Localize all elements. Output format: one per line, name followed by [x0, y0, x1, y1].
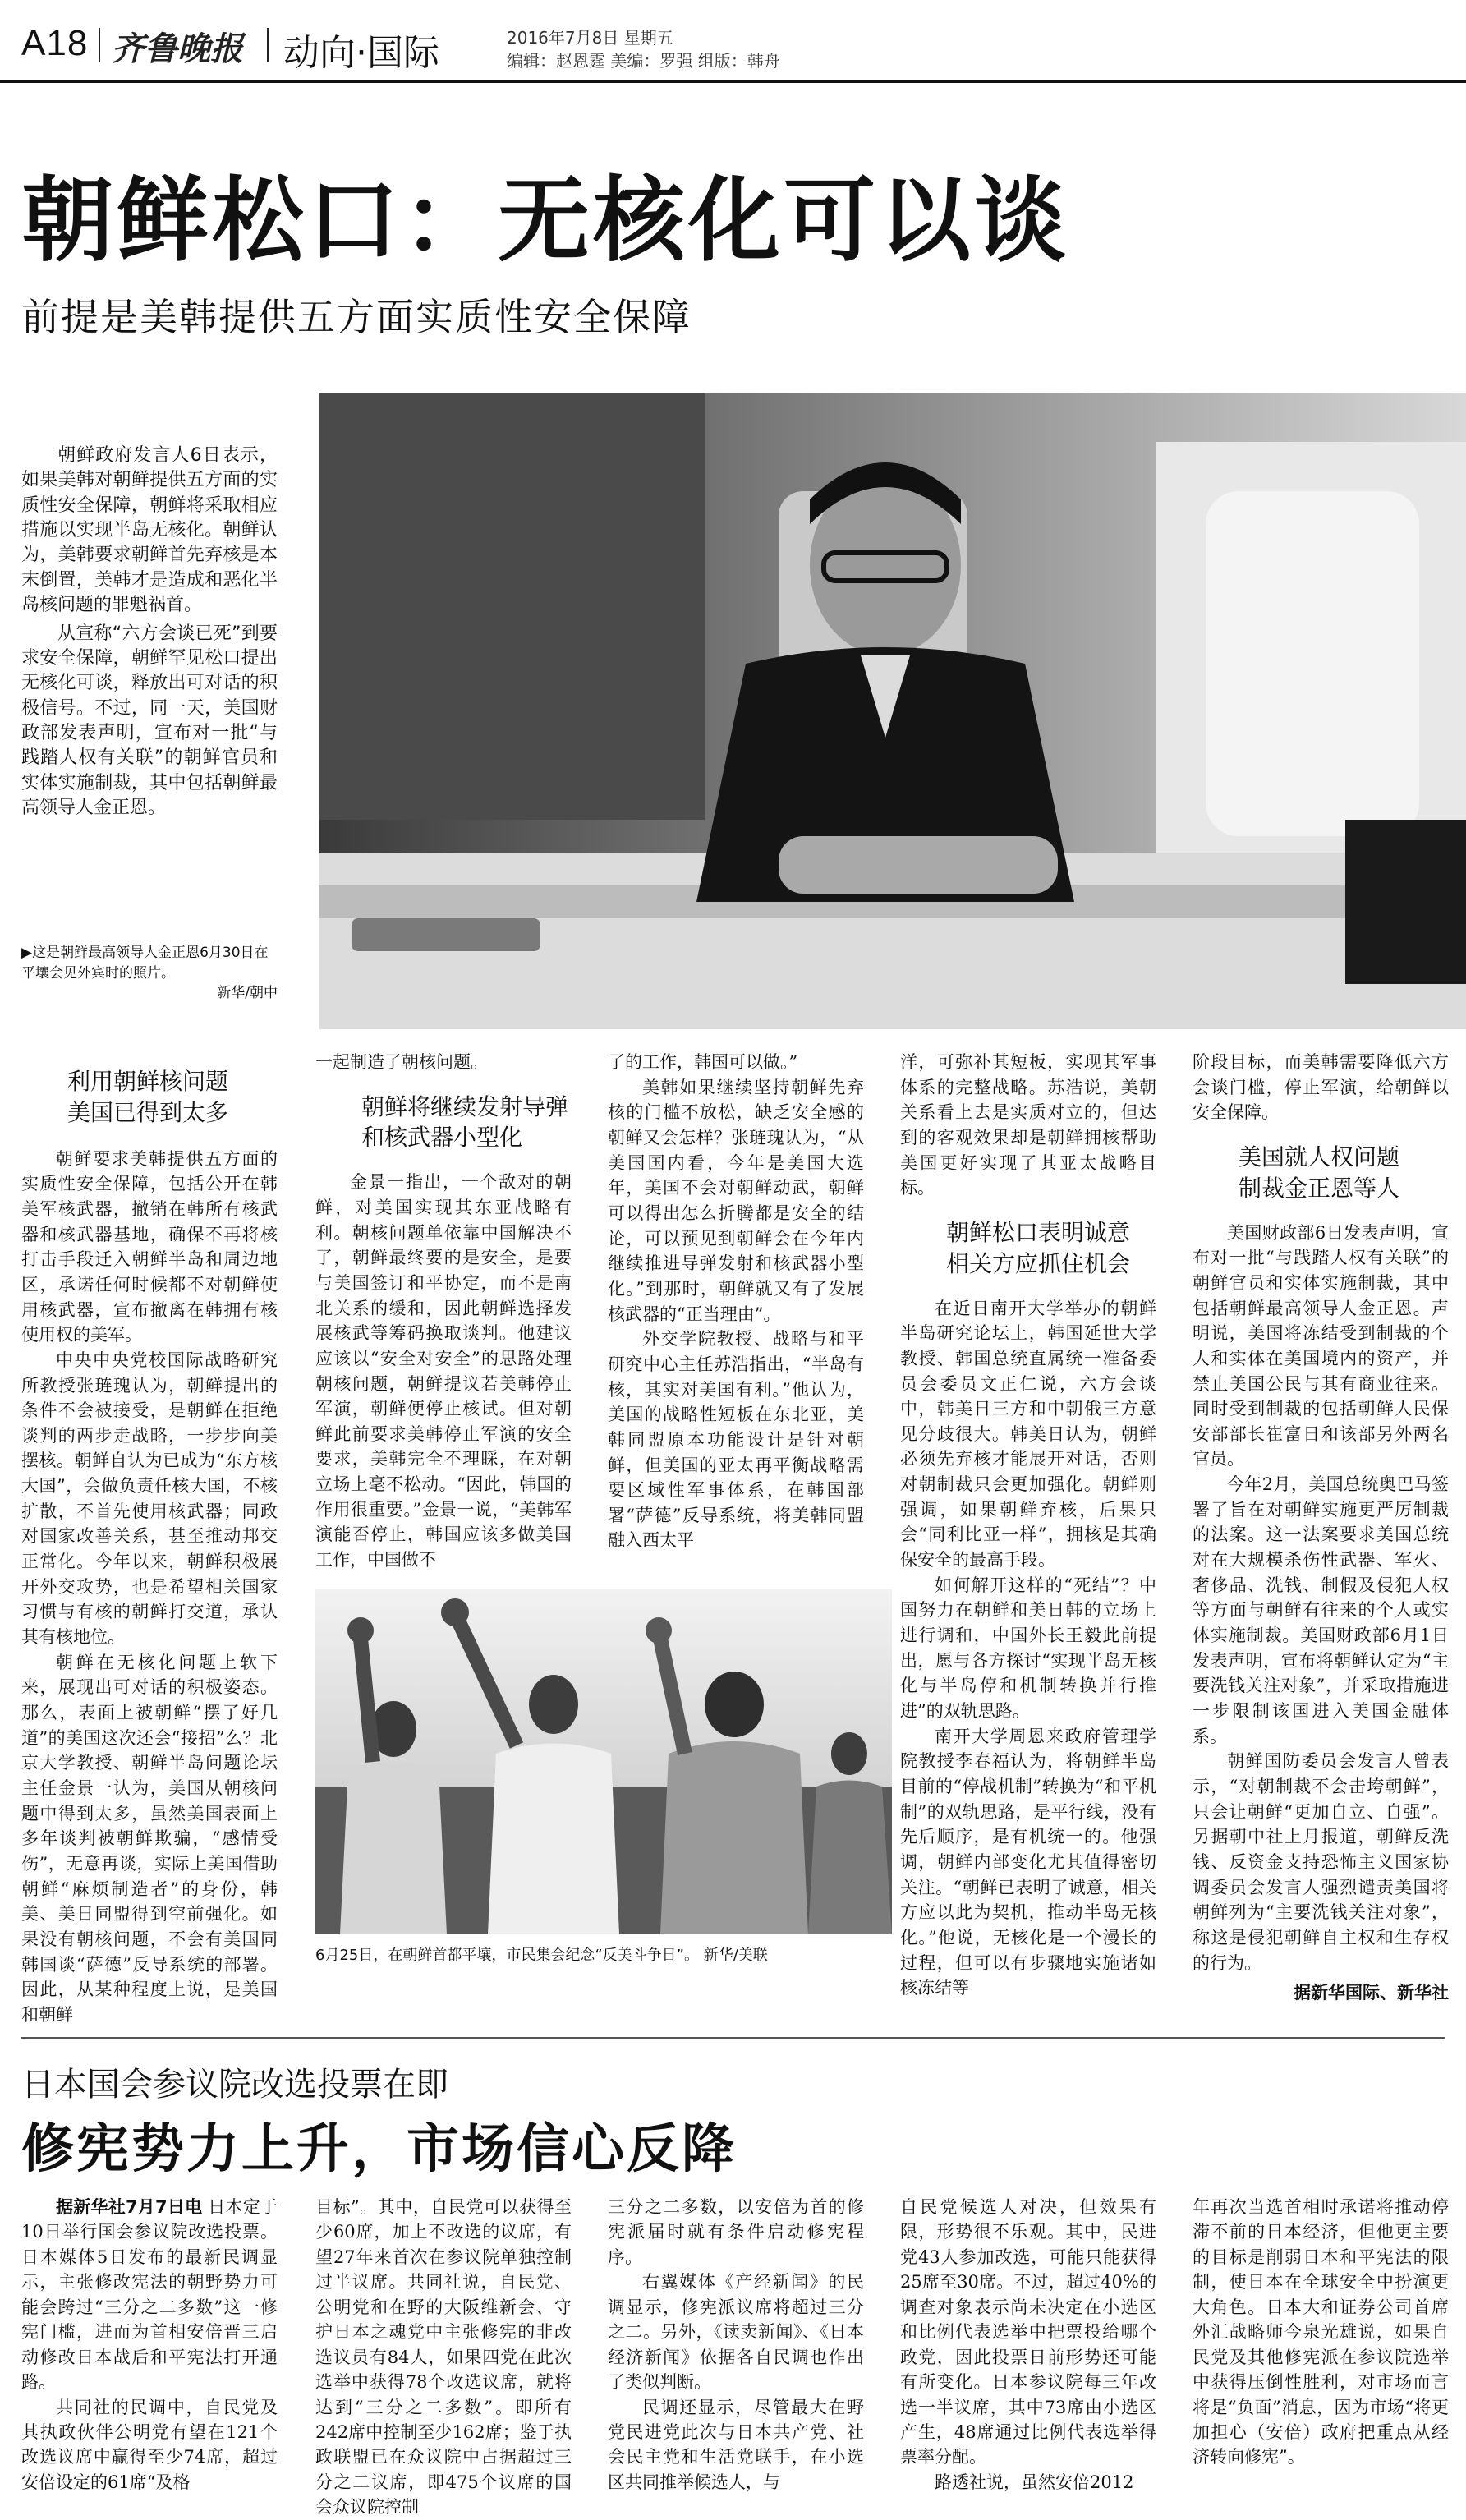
main-photo — [319, 393, 1466, 1029]
date-line: 2016年7月8日 星期五 — [507, 28, 673, 48]
japan-column-2 — [315, 2195, 572, 2520]
rally-photo-image — [315, 1589, 892, 1934]
japan-paragraph: 目标”。其中，自民党可以获得至少60席，加上不改选的议席，有望27年来首次在参议院单独控制过半议席。共同社说，自民党、公明党和在野的大阪维新会、守护日本之魂党中主张修宪的非改选议员有84人，如果四党在此次选举中获得78个改选议席，就将达到“三分之二多数”。即所有242席中控制至少162席；鉴于执政联盟已在众议院中占据超过三分之二议席，即475个议席的国会众议院控制 — [315, 2197, 572, 2518]
japan-kicker: 日本国会参议院改选投票在即 — [21, 2066, 448, 2104]
main-headline: 朝鲜松口：无核化可以谈 — [21, 168, 1069, 274]
column-paragraph: 南开大学周恩来政府管理学院教授李春福认为，将朝鲜半岛目前的“停战机制”转换为“和平机制”的双轨思路，是平行线，没有先后顺序，是有机统一的。他强调，朝鲜内部变化尤其值得密切关注。“朝鲜已表明了诚意，相关方应以此为契机，推动半岛无核化。”他说，无核化是一个漫长的过程，但可以有步骤地实施诸如核冻结等 — [900, 1726, 1156, 1998]
column-paragraph: 外交学院教授、战略与和平研究中心主任苏浩指出，“半岛有核，其实对美国有利。”他认为，美国的战略性短板在东北亚，美韩同盟原本功能设计是针对朝鲜，但美国的亚太再平衡战略需要区域性军事体系，在韩国部署“萨德”反导系统，将美韩同盟融入西太平 — [608, 1329, 864, 1551]
column-paragraph: 在近日南开大学举办的朝鲜半岛研究论坛上，韩国延世大学教授、韩国总统直属统一准备委员会委员文正仁说，六方会谈中，韩美日三方和中朝俄三方意见分歧很大。韩美日认为，朝鲜必须先弃核才能展开对话，否则对朝制裁只会更加强化。朝鲜则强调，如果朝鲜弃核，后果只会“同利比亚一样”，拥核是其确保安全的最高手段。 — [900, 1298, 1156, 1570]
lead-text — [21, 444, 278, 824]
japan-paragraph: 共同社的民调中，自民党及其执政伙伴公明党有望在121个改选议席中赢得至少74席，超过安倍设定的61席“及格 — [21, 2397, 278, 2492]
column-subtitle: 和核武器小型化 — [361, 1124, 523, 1152]
section-title: 动向·国际 — [283, 32, 439, 74]
japan-headline: 修宪势力上升，市场信心反降 — [21, 2119, 737, 2180]
japan-column-1 — [21, 2195, 278, 2495]
section-divider — [21, 2037, 1445, 2039]
column-paragraph: 中央中央党校国际战略研究所教授张琏瑰认为，朝鲜提出的条件不会被接受，是朝鲜在拒绝谈判的两步走战略，一步步向美摆核。朝鲜自认为已成为“东方核大国”，会做负责任核大国，不核扩散，不首先使用核武器；同政对国家改善关系，甚至推动邦交正常化。今年以来，朝鲜积极展开外交攻势，也是希望相关国家习惯与有核的朝鲜打交道，承认其有核地位。 — [21, 1350, 278, 1648]
column-1 — [21, 1066, 278, 2028]
column-paragraph: 朝鲜要求美韩提供五方面的实质性安全保障，包括公开在韩美军核武器，撤销在韩所有核武器和核武器基地，确保不再将核打击手段迁入朝鲜半岛和周边地区，承诺任何时候都不对朝鲜使用核武器，宣布撤离在韩拥有核使用权的美军。 — [21, 1148, 278, 1345]
column-4 — [900, 1050, 1156, 2001]
column-5 — [1193, 1050, 1449, 2006]
column-subtitle: 朝鲜松口表明诚意 — [946, 1218, 1131, 1246]
rally-photo-caption: 6月25日，在朝鲜首都平壤，市民集会纪念“反美斗争日”。 新华/美联 — [315, 1947, 768, 1964]
newspaper-logo: 齐鲁晚报 — [112, 30, 243, 68]
lead-paragraph: 朝鲜政府发言人6日表示，如果美韩对朝鲜提供五方面的实质性安全保障，朝鲜将采取相应措施以实现半岛无核化。朝鲜认为，美韩要求朝鲜首先弃核是本末倒置，美韩才是造成和恶化半岛核问题的罪魁祸首。 — [21, 445, 278, 616]
column-subtitle: 利用朝鲜核问题 — [67, 1068, 229, 1095]
column-paragraph: 美国财政部6日发表声明，宣布对一批“与践踏人权有关联”的朝鲜官员和实体实施制裁，其中包括朝鲜最高领导人金正恩。声明说，美国将冻结受到制裁的个人和实体在美国境内的资产，并禁止美国公民与其有商业往来。同时受到制裁的包括朝鲜人民保安部部长崔富日和该部另外两名官员。 — [1193, 1222, 1449, 1469]
japan-paragraph: 自民党候选人对决，但效果有限，形势很不乐观。其中，民进党43人参加改选，可能只能获得25席至30席。不过，超过40%的调查对象表示尚未决定在小选区和比例代表选举中把票投给哪个政党，因此投票日前形势还可能有所变化。日本参议院每三年改选一半议席，其中73席由小选区产生，48席通过比例代表选举得票率分配。 — [900, 2197, 1156, 2467]
main-subhead: 前提是美韩提供五方面实质性安全保障 — [21, 295, 692, 339]
column-2 — [315, 1050, 572, 1573]
photo1-credit: 新华/朝中 — [217, 985, 278, 1002]
japan-paragraph: 年再次当选首相时承诺将推动停滞不前的日本经济，但他更主要的目标是削弱日本和平宪法的限制，使日本在全球安全中扮演更大角色。日本大和证券公司首席外汇战略师今泉光雄说，如果自民党及其他修宪派在参议院选举中获得压倒性胜利，对市场而言将是“负面”消息，因为市场“将更加担心（安倍）政府把重点从经济转向修宪”。 — [1193, 2197, 1449, 2467]
header-rule — [0, 80, 1466, 83]
japan-byline: 据新华社7月7日电 — [56, 2197, 203, 2217]
japan-paragraph: 路透社说，虽然安倍2012 — [935, 2472, 1134, 2492]
column-subtitle: 朝鲜将继续发射导弹 — [361, 1092, 569, 1120]
japan-paragraph: 日本定于10日举行国会参议院改选投票。日本媒体5日发布的最新民调显示，主张修改宪法的朝野势力可能会跨过“三分之二多数”这一修宪门槛，进而为首相安倍晋三启动修改日本战后和平宪法打开通路。 — [21, 2197, 278, 2393]
column-paragraph: 朝鲜国防委员会发言人曾表示，“对朝制裁不会击垮朝鲜”，只会让朝鲜“更加自立、自强”。另据朝中社上月报道，朝鲜反洗钱、反资金支持恐怖主义国家协调委员会发言人强烈谴责美国将朝鲜列为“主要洗钱关注对象”，称这是侵犯朝鲜自主权和生存权的行为。 — [1193, 1751, 1449, 1973]
column-subtitle: 美国已得到太多 — [67, 1098, 229, 1126]
header-divider — [267, 28, 269, 62]
column-3 — [608, 1050, 864, 1553]
column-subtitle: 制裁金正恩等人 — [1239, 1174, 1400, 1202]
japan-paragraph: 三分之二多数，以安倍为首的修宪派届时就有条件启动修宪程序。 — [608, 2197, 864, 2267]
japan-paragraph: 右翼媒体《产经新闻》的民调显示，修宪派议席将超过三分之二。另外，《读卖新闻》、《日本经济新闻》依据各自民调也作出了类似判断。 — [608, 2272, 864, 2393]
column-paragraph: 洋，可弥补其短板，实现其军事体系的完整战略。苏浩说，美朝关系看上去是实质对立的，但达到的客观效果却是朝鲜拥核帮助美国更好实现了其亚太战略目标。 — [900, 1052, 1156, 1198]
rally-photo — [315, 1589, 892, 1934]
lead-paragraph: 从宣称“六方会谈已死”到要求安全保障，朝鲜罕见松口提出无核化可谈，释放出可对话的积极信号。不过，同一天，美国财政部发表声明，宣布对一批“与践踏人权有关联”的朝鲜官员和实体实施制裁，其中包括朝鲜最高领导人金正恩。 — [21, 623, 278, 819]
column-paragraph: 金景一指出，一个敌对的朝鲜，对美国实现其东亚战略有利。朝核问题单依靠中国解决不了，朝鲜最终要的是安全，是要与美国签订和平协定，而不是南北关系的缓和，因此朝鲜选择发展核武等筹码换取谈判。他建议应该以“安全对安全”的思路处理朝核问题，朝鲜提议若美韩停止军演，朝鲜便停止核试。但对朝鲜此前要求美韩停止军演的安全要求，美韩完全不理睬，在对朝立场上毫不松动。“因此，韩国的作用很重要。”金景一说，“美韩军演能否停止，韩国应该多做美国工作，中国做不 — [315, 1172, 572, 1570]
column-paragraph: 了的工作，韩国可以做。” — [608, 1052, 798, 1072]
japan-column-5 — [1193, 2195, 1449, 2470]
article-source: 据新华国际、新华社 — [1294, 1983, 1449, 2003]
column-paragraph: 朝鲜在无核化问题上软下来，展现出可对话的积极姿态。那么，表面上被朝鲜“摆了好几道”的美国这次还会“接招”么？北京大学教授、朝鲜半岛问题论坛主任金景一认为，美国从朝核问题中得到太多，虽然美国表面上多年谈判被朝鲜欺骗，“感情受伤”，无意再谈，实际上美国借助朝鲜“麻烦制造者”的身份，韩美、美日同盟得到空前强化。如果没有朝核问题，不会有美国同韩国谈“萨德”反导系统的部署。因此，从某种程度上说，是美国和朝鲜 — [21, 1652, 278, 2025]
column-subtitle: 美国就人权问题 — [1239, 1143, 1400, 1170]
photo1-caption — [21, 943, 278, 1004]
column-paragraph: 如何解开这样的“死结”？中国努力在朝鲜和美日韩的立场上进行调和，中国外长王毅此前提出，愿与各方探讨“实现半岛无核化与半岛停和机制转换并行推进”的双轨思路。 — [900, 1575, 1156, 1722]
staff-line: 编辑：赵恩霆 美编：罗强 组版：韩舟 — [507, 51, 780, 71]
column-paragraph: 美韩如果继续坚持朝鲜先弃核的门槛不放松，缺乏安全感的朝鲜又会怎样？张琏瑰认为，“从美国国内看，今年是美国大选年，美国不会对朝鲜动武，朝鲜可以得出怎么折腾都是安全的结论，可以预见到朝鲜会在今年内继续推进导弹发射和核武器小型化。”到那时，朝鲜就又有了发展核武器的“正当理由”。 — [608, 1077, 864, 1324]
page-number: A18 — [21, 23, 89, 63]
japan-column-3 — [608, 2195, 864, 2495]
photo1-caption-text: ▶这是朝鲜最高领导人金正恩6月30日在平壤会见外宾时的照片。 — [21, 945, 269, 982]
column-paragraph: 今年2月，美国总统奥巴马签署了旨在对朝鲜实施更严厉制裁的法案。这一法案要求美国总统对在大规模杀伤性武器、军火、奢侈品、洗钱、制假及侵犯人权等方面与朝鲜有往来的个人或实体实施制裁。美国财政部6月1日发表声明，宣布将朝鲜认定为“主要洗钱关注对象”，并采取措施进一步限制该国进入美国金融体系。 — [1193, 1474, 1449, 1746]
column-paragraph: 阶段目标，而美韩需要降低六方会谈门槛，停止军演，给朝鲜以安全保障。 — [1193, 1052, 1449, 1123]
column-subtitle: 相关方应抓住机会 — [946, 1249, 1131, 1277]
japan-paragraph: 民调还显示，尽管最大在野党民进党此次与日本共产党、社会民主党和生活党联手，在小选区共同推举候选人，与 — [608, 2397, 864, 2492]
main-photo-image — [319, 393, 1466, 1029]
header-divider — [99, 28, 100, 62]
column-paragraph: 一起制造了朝核问题。 — [315, 1052, 488, 1072]
japan-column-4 — [900, 2195, 1156, 2495]
